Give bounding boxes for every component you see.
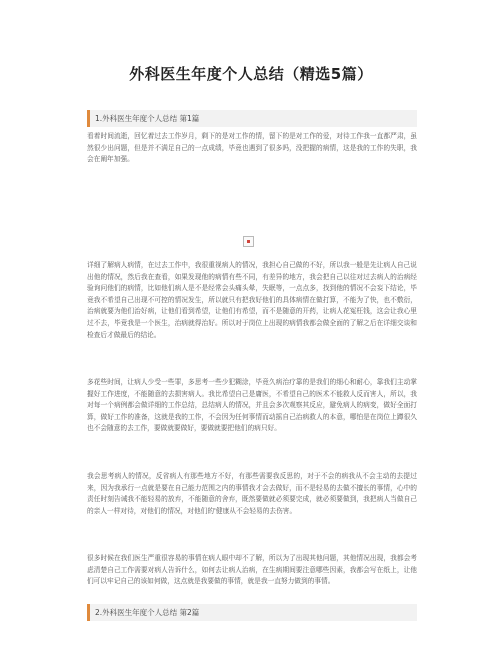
section-1-header: 1.外科医生年度个人总结 第1篇 [87, 110, 417, 127]
section-1-paragraph-3: 多花些时间，让病人少受一些罪，多思考一些少犯糊涂，毕竟久病治疗靠的是我们的细心和耐心，靠我们主动掌握好工作进度，不能随意的去损害病人。我比希望自己是庸医，不希望自己的医术不能救人反而害人，所以，我对每一个病例都会做详细的工作总结，总结病人的情况，并且会多次观察其反应，避免病人的病变，做好全面打算，做好工作的准备，这就是我的工作，不会因为任何事情而动摇自己治病救人的本意，哪怕是在岗位上蹲很久也不会随意的去工作，要做就要做好，要做就要把他们的病只好。 [87, 378, 417, 433]
document-title: 外科医生年度个人总结（精选5篇） [129, 65, 373, 83]
section-1-paragraph-4: 我会思考病人的情况，反省病人有那些地方不好，有那些需要我反思的，对于不会的病我从不会主动的去提过来，因为我承行一点就是要在自己能力范围之内的事情我才会去做好，而不是轻易的去做不擅长的事情，心中的责任时刻告诫我不能轻易的放弃，不能随意的舍弃，既然要做就必须要完成，就必须要做到，我把病人当做自己的亲人一样对待，对他们的情况，对他们的'健康从不会轻易的去伤害。 [87, 472, 417, 515]
broken-image-icon [243, 236, 254, 247]
section-1-paragraph-2: 详细了解病人病情，在过去工作中，我很重视病人的情况，我担心自己做的不好，所以我一般是先让病人自己说出他的情况，然后我在查看，如果发现他的病情有些不同，有差异的地方，我会把自己以往对过去病人的治病经验询问他们的病情，比如他们病人是不是经常会头痛头晕，失眠等，一点点多，找到他的情况不会妄下结论，毕竟我不希望自己出现不可控的情况发生，所以就只有把我好他们的具体病情在做打算，不能为了快，也不敷衍，治病就要为他们治好病，让他们看到希望，让他们有希望，而不是随意的开药，让病人花冤枉钱，这会让我心里过不去，毕竟我是一个医生，治病就得治好。所以对于岗位上出现的病情我都会做全面的了解之后在详细交谈和检查后才做最后的结论。 [87, 261, 417, 339]
section-2-header: 2.外科医生年度个人总结 第2篇 [87, 604, 417, 621]
section-1-paragraph-1: 看着时间流逝，回忆着过去工作岁月，剩下的是对工作的情，留下的是对工作的爱，对待工作我一直都严肃，虽然很少出问题，但是并不满足自己的一点成绩，毕竟也遇到了很多吗，没把握的病情，这是我的工作的失职，我会在阐年加强。 [87, 132, 417, 164]
section-1-paragraph-5: 很多时候在我们医生严重很容易的事情在病人眼中却不了解，所以为了出现其他问题，其他情况出现，我都会考虑清楚自己工作需要对病人告诉什么，如何去让病人治病，在生病期间要注意哪些因素，我都会写在纸上，让他们可以牢记自己的该如何做，这点就是我要做的事情，就是我一直努力做到的事情。 [87, 554, 417, 586]
